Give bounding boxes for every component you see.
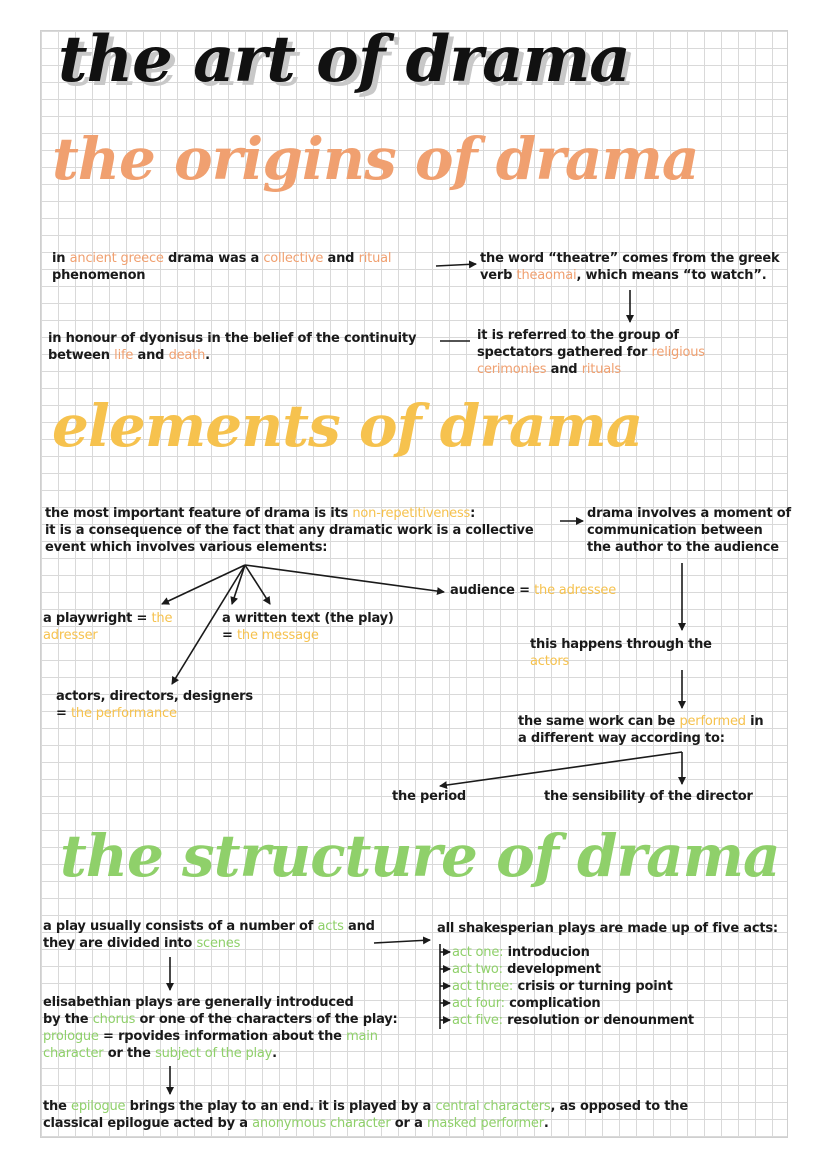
highlight: life (114, 348, 134, 363)
text: = rpovides information about the (98, 1029, 347, 1044)
text: brings the play to an end. it is played by a (125, 1099, 436, 1114)
highlight: ritual (358, 251, 392, 266)
text: . (272, 1046, 277, 1061)
text: development (502, 962, 601, 977)
text: and (133, 348, 169, 363)
origins-note-theatre-word (480, 250, 779, 284)
text: verb (480, 268, 517, 283)
text: event which involves various elements: (45, 540, 328, 555)
highlight: actors (530, 654, 570, 669)
text: a play usually consists of a number of (43, 919, 318, 934)
highlight: collective (263, 251, 324, 266)
list-item (452, 995, 694, 1012)
text: they are divided into (43, 936, 197, 951)
highlight: death (168, 348, 206, 363)
list-item (452, 1012, 694, 1029)
page-title: the art of drama (58, 22, 630, 97)
highlight: ancient greece (69, 251, 164, 266)
highlight: subject of the play (155, 1046, 273, 1061)
highlight: the (151, 611, 173, 626)
origins-note-ancient-greece (52, 250, 391, 284)
highlight: performed (679, 714, 746, 729)
heading-elements: elements of drama (52, 392, 643, 460)
list-item (452, 961, 694, 978)
structure-note-epilogue (43, 1098, 688, 1132)
text: the author to the audience (587, 540, 779, 555)
highlight: central characters (435, 1099, 551, 1114)
text: drama was a (163, 251, 264, 266)
text: phenomenon (52, 268, 146, 283)
acts-list (452, 944, 694, 1029)
highlight: act one: (452, 945, 504, 960)
text: introducion (503, 945, 590, 960)
text: : (470, 506, 476, 521)
text: . (543, 1116, 549, 1131)
elements-note-through-actors (530, 636, 712, 670)
text: drama involves a moment of (587, 506, 791, 521)
structure-note-acts-scenes (43, 918, 375, 952)
elements-note-performance (56, 688, 253, 722)
highlight: anonymous character (252, 1116, 391, 1131)
text: = (222, 628, 238, 643)
highlight: rituals (581, 362, 621, 377)
text: it is referred to the group of (477, 328, 679, 343)
text: and (343, 919, 375, 934)
elements-note-feature (45, 505, 533, 556)
text: audience = (450, 583, 535, 598)
text: by the (43, 1012, 93, 1027)
text: crisis or turning point (513, 979, 673, 994)
text: the most important feature of drama is its (45, 506, 353, 521)
heading-origins: the origins of drama (52, 125, 699, 193)
text: actors, directors, designers (56, 689, 253, 704)
highlight: character (43, 1046, 104, 1061)
elements-note-sensibility: the sensibility of the director (544, 789, 753, 804)
text: , as opposed to the (550, 1099, 688, 1114)
text: the word “theatre” comes from the greek (480, 251, 780, 266)
elements-note-written-text (222, 610, 394, 644)
elements-note-audience (450, 582, 616, 599)
highlight: act two: (452, 962, 503, 977)
highlight: adresser (43, 628, 98, 643)
text: = (56, 706, 72, 721)
highlight: scenes (196, 936, 241, 951)
structure-note-five-acts: all shakesperian plays are made up of five acts: (437, 921, 778, 936)
text: complication (504, 996, 601, 1011)
highlight: masked performer (426, 1116, 544, 1131)
text: or one of the characters of the play: (135, 1012, 398, 1027)
text: in honour of dyonisus in the belief of the continuity (48, 331, 417, 346)
text: a different way according to: (518, 731, 725, 746)
text: elisabethian plays are generally introduced (43, 995, 354, 1010)
text: between (48, 348, 115, 363)
highlight: cerimonies (477, 362, 547, 377)
text: or the (103, 1046, 156, 1061)
highlight: act five: (452, 1013, 503, 1028)
text: , which means “to watch”. (576, 268, 767, 283)
highlight: the message (237, 628, 319, 643)
text: a written text (the play) (222, 611, 394, 626)
text: this happens through the (530, 637, 712, 652)
text: the same work can be (518, 714, 680, 729)
elements-note-communication (587, 505, 791, 556)
highlight: main (346, 1029, 378, 1044)
text: spectators gathered for (477, 345, 652, 360)
text: communication between (587, 523, 763, 538)
text: in (52, 251, 70, 266)
highlight: chorus (92, 1012, 136, 1027)
highlight: act three: (452, 979, 514, 994)
highlight: non-repetitiveness (352, 506, 471, 521)
highlight: theaomai (516, 268, 577, 283)
text: resolution or denounment (502, 1013, 694, 1028)
text: the (43, 1099, 72, 1114)
origins-note-dyonisus (48, 330, 416, 364)
highlight: acts (317, 919, 344, 934)
list-item (452, 944, 694, 961)
origins-note-spectators (477, 327, 705, 378)
highlight: the performance (71, 706, 177, 721)
list-item (452, 978, 694, 995)
text: or a (390, 1116, 427, 1131)
elements-note-period: the period (392, 789, 467, 804)
elements-note-playwright (43, 610, 172, 644)
elements-note-same-work (518, 713, 763, 747)
heading-structure: the structure of drama (60, 822, 780, 890)
structure-note-prologue (43, 994, 398, 1062)
text: it is a consequence of the fact that any dramatic work is a collective (45, 523, 534, 538)
highlight: the adressee (534, 583, 617, 598)
highlight: act four: (452, 996, 505, 1011)
highlight: religious (651, 345, 705, 360)
text: and (323, 251, 359, 266)
highlight: prologue (43, 1029, 99, 1044)
highlight: epilogue (71, 1099, 126, 1114)
text: classical epilogue acted by a (43, 1116, 253, 1131)
text: a playwright = (43, 611, 152, 626)
text: . (205, 348, 210, 363)
text: and (546, 362, 582, 377)
text: in (745, 714, 764, 729)
